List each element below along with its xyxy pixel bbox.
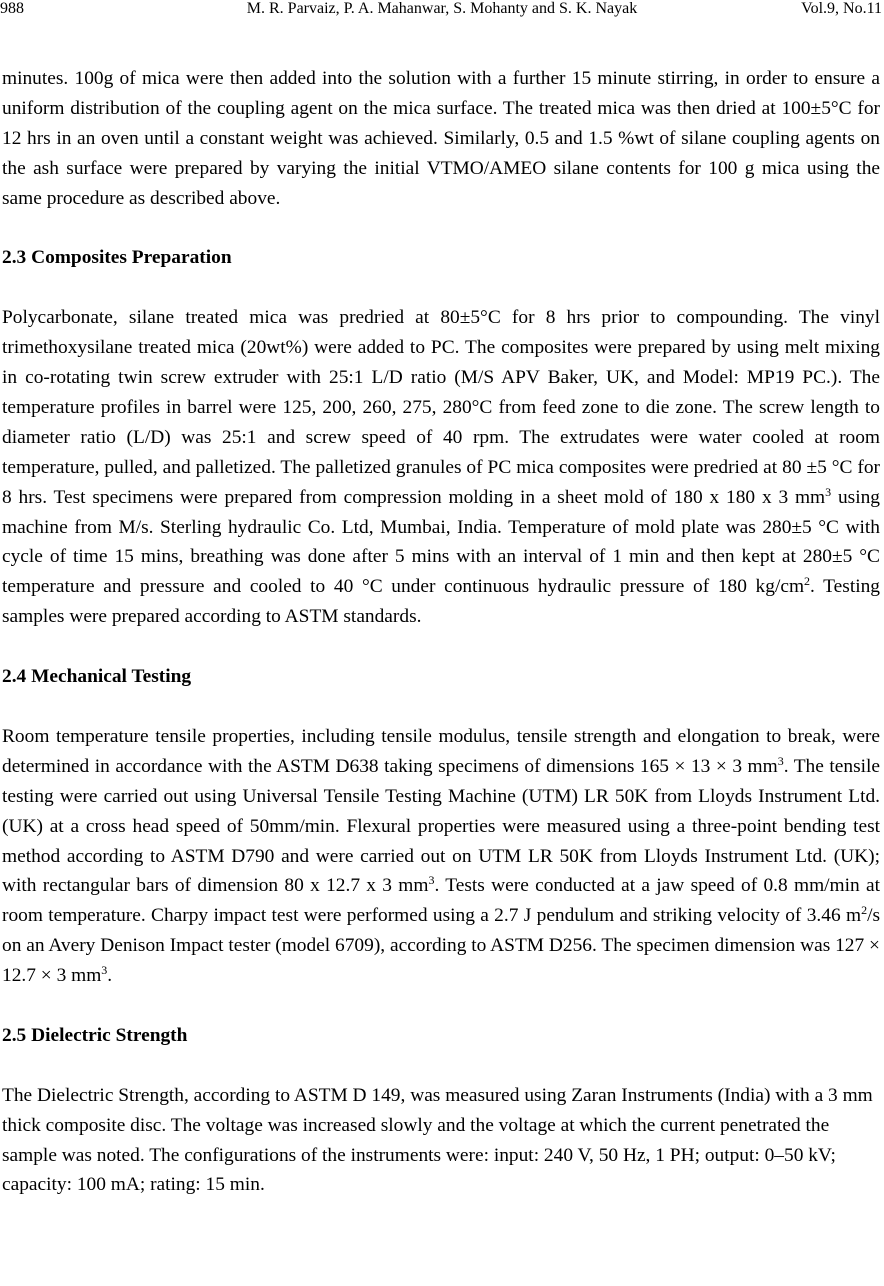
page-number: 988 <box>0 0 24 17</box>
paragraph-composites-preparation <box>2 303 880 632</box>
superscript: 3 <box>428 873 435 888</box>
section-heading-composites-preparation: 2.3 Composites Preparation <box>2 247 232 269</box>
running-header <box>0 0 884 24</box>
paragraph-text: . Testing samples were prepared according to ASTM standards. <box>2 576 880 628</box>
header-authors: M. R. Parvaiz, P. A. Mahanwar, S. Mohanty and S. K. Nayak <box>246 0 638 17</box>
continued-paragraph: minutes. 100g of mica were then added into the solution with a further 15 minute stirring, in order to ensure a uniform distribution of the coupling agent on the mica surface. The treated mica was then dried at 100±5°C for 12 hrs in an oven until a constant weight was achieved. Similarly, 0.5 and 1.5 %wt of silane coupling agents on the ash surface were prepared by varying the initial VTMO/AMEO silane contents for 100 g mica using the same procedure as described above. <box>2 68 880 209</box>
section-heading-mechanical-testing: 2.4 Mechanical Testing <box>2 666 192 688</box>
header-volume: Vol.9, No.11 <box>801 0 882 17</box>
paragraph-dielectric-strength: The Dielectric Strength, according to ASTM D 149, was measured using Zaran Instruments (India) with a 3 mm thick composite disc. The voltage was increased slowly and the voltage at which the current penetrated the sample was noted. The configurations of the instruments were: input: 240 V, 50 Hz, 1 PH; output: 0–50 kV; capacity: 100 mA; rating: 15 min. <box>2 1084 873 1196</box>
section-heading-dielectric-strength: 2.5 Dielectric Strength <box>2 1024 188 1046</box>
paragraph-text: . <box>107 965 113 987</box>
paragraph-text: Room temperature tensile properties, including tensile modulus, tensile strength and elongation to break, were determined in accordance with the ASTM D638 taking specimens of dimensions 165 × 13 × 3 mm <box>2 725 880 777</box>
document-body <box>2 64 880 1200</box>
superscript: 2 <box>804 574 811 589</box>
paragraph-text: /s on an Avery Denison Impact tester (model 6709), according to ASTM D256. The specimen dimension was 127 × 12.7 × 3 mm <box>2 905 880 987</box>
superscript: 3 <box>777 753 784 768</box>
superscript: 3 <box>825 484 832 499</box>
superscript: 2 <box>861 903 868 918</box>
paragraph-text: Polycarbonate, silane treated mica was predried at 80±5°C for 8 hrs prior to compounding. The vinyl trimethoxysilane treated mica (20wt%) were added to PC. The composites were prepared by using melt mixing in co-rotating twin screw extruder with 25:1 L/D ratio (M/S APV Baker, UK, and Model: MP19 PC.). The temperature profiles in barrel were 125, 200, 260, 275, 280°C from feed zone to die zone. The screw length to diameter ratio (L/D) was 25:1 and screw speed of 40 rpm. The extrudates were water cooled at room temperature, pulled, and palletized. The palletized granules of PC mica composites were predried at 80 ±5 °C for 8 hrs. Test specimens were prepared from compression molding in a sheet mold of 180 x 180 x 3 mm <box>2 307 880 508</box>
paragraph-mechanical-testing <box>2 722 880 991</box>
paragraph-text: . Tests were conducted at a jaw speed of 0.8 mm/min at room temperature. Charpy impact test were performed using a 2.7 J pendulum and striking velocity of 3.46 m <box>2 875 880 927</box>
superscript: 3 <box>101 963 108 978</box>
paragraph-text: using machine from M/s. Sterling hydraulic Co. Ltd, Mumbai, India. Temperature of mold plate was 280±5 °C with cycle of time 15 mins, breathing was done after 5 mins with an interval of 1 min and then kept at 280±5 °C temperature and pressure and cooled to 40 °C under continuous hydraulic pressure of 180 kg/cm <box>2 486 880 598</box>
paragraph-text: . The tensile testing were carried out using Universal Tensile Testing Machine (UTM) LR 50K from Lloyds Instrument Ltd. (UK) at a cross head speed of 50mm/min. Flexural properties were measured using a three-point bending test method according to ASTM D790 and were carried out on UTM LR 50K from Lloyds Instrument Ltd. (UK); with rectangular bars of dimension 80 x 12.7 x 3 mm <box>2 755 880 897</box>
